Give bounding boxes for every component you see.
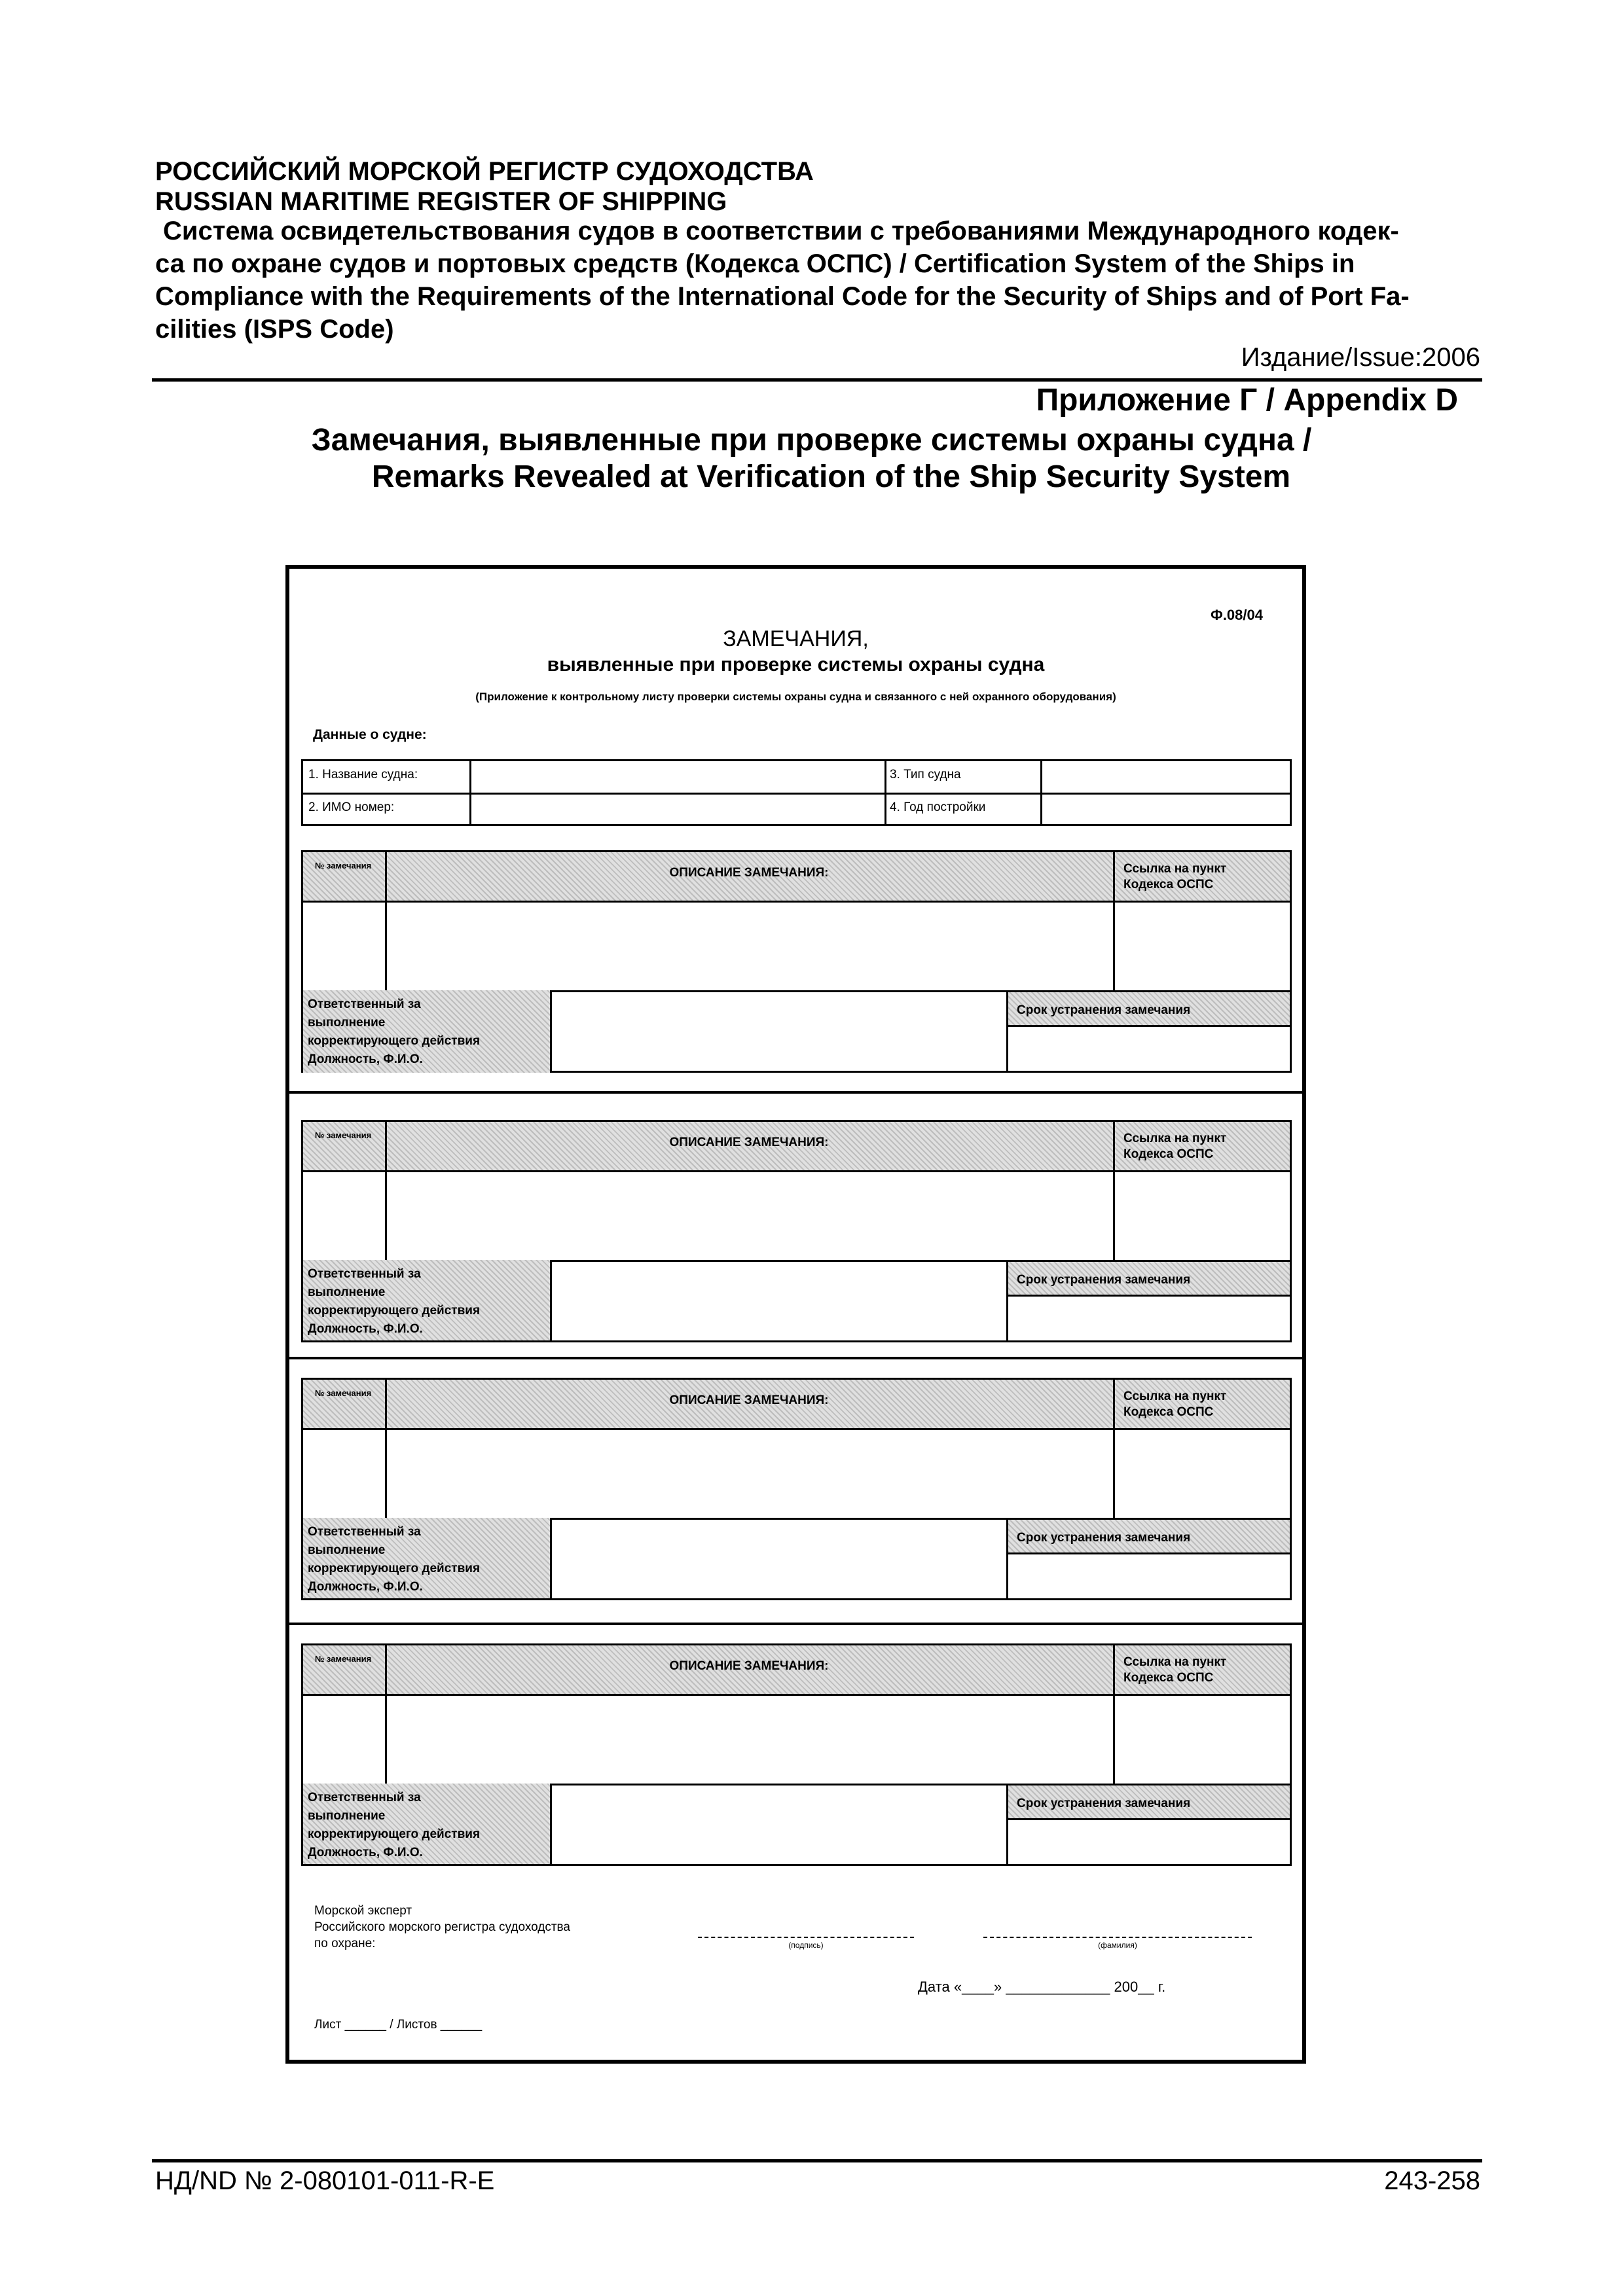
responsible-label: Ответственный за выполнение корректирующего действия Должность, Ф.И.О. (308, 1267, 481, 1336)
sheet-line: Лист ______ / Листов ______ (314, 2018, 483, 2032)
ship-data-label: Данные о судне: (313, 727, 427, 742)
appendix-label: Приложение Г / Appendix D (1036, 383, 1458, 418)
surname-caption: (фамилия) (1098, 1941, 1137, 1950)
remark-block (301, 1378, 1292, 1600)
page-title-ru: Замечания, выявленные при проверке системы охраны судна / (311, 423, 1312, 457)
page-title-en: Remarks Revealed at Verification of the Ship Security System (371, 459, 1291, 494)
remark-number-label: № замечания (314, 861, 372, 870)
description-label: ОПИСАНИЕ ЗАМЕЧАНИЯ: (669, 866, 829, 880)
description-label: ОПИСАНИЕ ЗАМЕЧАНИЯ: (669, 1659, 829, 1673)
system-line: Compliance with the Requirements of the International Code for the Security of Ships and of Port Fa- (155, 282, 1410, 311)
code-ref-label: Кодекса ОСПС (1123, 878, 1214, 891)
issue-label: Издание/Issue:2006 (1241, 343, 1480, 372)
deadline-label: Срок устранения замечания (1017, 1531, 1191, 1545)
description-label: ОПИСАНИЕ ЗАМЕЧАНИЯ: (669, 1136, 829, 1149)
remark-number-label: № замечания (314, 1130, 372, 1140)
system-line: cilities (ISPS Code) (155, 315, 394, 344)
code-ref-label: Ссылка на пункт (1123, 862, 1227, 876)
deadline-label: Срок устранения замечания (1017, 1003, 1191, 1017)
form-subheading: выявленные при проверке системы охраны судна (547, 654, 1045, 675)
org-name-en: RUSSIAN MARITIME REGISTER OF SHIPPING (155, 187, 727, 216)
remark-number-label: № замечания (314, 1388, 372, 1398)
responsible-label: Ответственный за выполнение корректирующего действия Должность, Ф.И.О. (308, 1791, 481, 1859)
code-ref-label: Кодекса ОСПС (1123, 1671, 1214, 1685)
responsible-label: Ответственный за выполнение корректирующего действия Должность, Ф.И.О. (308, 997, 481, 1066)
form-note: (Приложение к контрольному листу проверки системы охраны судна и связанного с ней охранного оборудования) (475, 691, 1116, 703)
remark-block (301, 1643, 1292, 1866)
code-ref-label: Ссылка на пункт (1123, 1390, 1227, 1403)
page-range: 243-258 (1384, 2166, 1480, 2195)
system-description (155, 215, 1478, 346)
imo-number-label: 2. ИМО номер: (308, 800, 395, 814)
ship-name-label: 1. Название судна: (308, 768, 418, 781)
code-ref-label: Кодекса ОСПС (1123, 1405, 1214, 1419)
expert-label: Морской эксперт Российского морского регистра судоходства по охране: (314, 1904, 571, 1950)
footer-rule (152, 2159, 1482, 2162)
remark-block (301, 850, 1292, 1073)
code-ref-label: Ссылка на пункт (1123, 1655, 1227, 1669)
signature-line (698, 1937, 914, 1938)
code-ref-label: Кодекса ОСПС (1123, 1147, 1214, 1161)
surname-line (983, 1937, 1252, 1938)
org-name-ru: РОССИЙСКИЙ МОРСКОЙ РЕГИСТР СУДОХОДСТВА (155, 157, 814, 186)
date-line: Дата «____» _____________ 200__ г. (918, 1979, 1166, 1995)
form-code: Ф.08/04 (1211, 607, 1263, 623)
build-year-label: 4. Год постройки (890, 800, 986, 814)
system-line: Система освидетельствования судов в соответствии с требованиями Международного кодек- (163, 217, 1399, 245)
responsible-label: Ответственный за выполнение корректирующего действия Должность, Ф.И.О. (308, 1525, 481, 1594)
form-heading: ЗАМЕЧАНИЯ, (723, 626, 869, 651)
deadline-label: Срок устранения замечания (1017, 1797, 1191, 1810)
remark-number-label: № замечания (314, 1654, 372, 1664)
system-line: са по охране судов и портовых средств (Кодекса ОСПС) / Certification System of the Ships in (155, 249, 1355, 278)
description-label: ОПИСАНИЕ ЗАМЕЧАНИЯ: (669, 1393, 829, 1407)
ship-type-label: 3. Тип судна (890, 768, 961, 781)
doc-number: НД/ND № 2-080101-011-R-E (155, 2166, 495, 2195)
deadline-label: Срок устранения замечания (1017, 1273, 1191, 1287)
remarks-form (285, 565, 1306, 2064)
code-ref-label: Ссылка на пункт (1123, 1132, 1227, 1145)
header-rule (152, 378, 1482, 382)
remark-block (301, 1120, 1292, 1342)
signature-caption: (подпись) (788, 1941, 824, 1950)
ship-data-table (301, 759, 1292, 826)
